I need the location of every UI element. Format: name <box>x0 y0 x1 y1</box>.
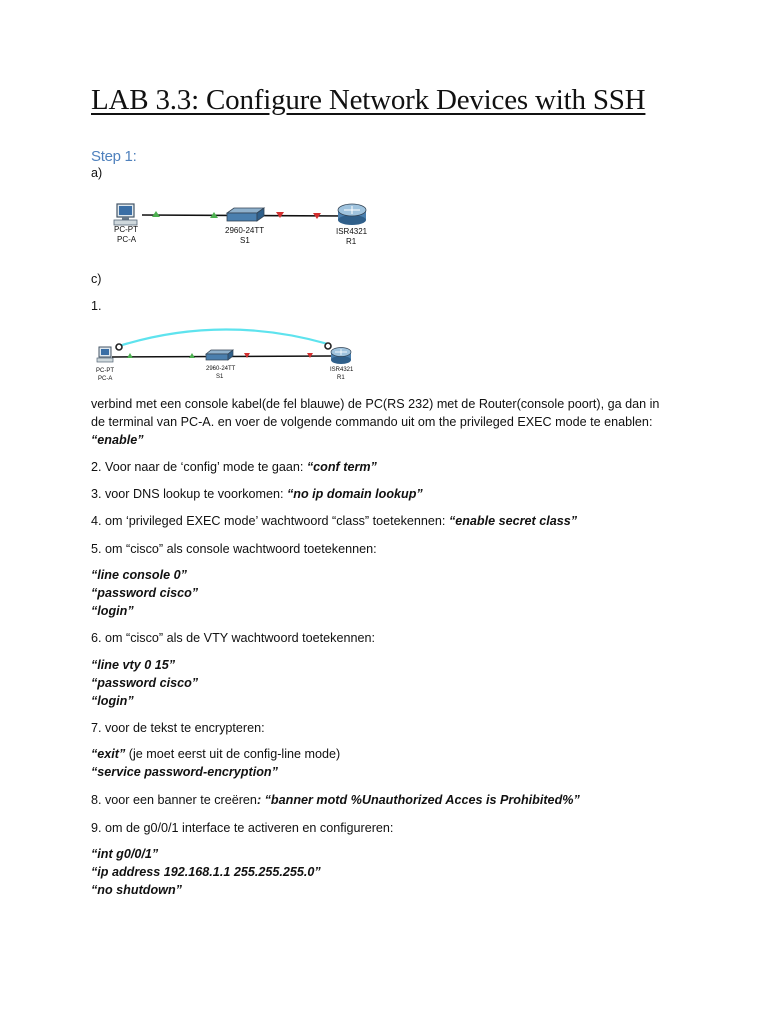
step-item-6-text: 6. om “cisco” als de VTY wachtwoord toetekennen: <box>91 631 375 645</box>
switch-name-label: S1 <box>240 236 250 245</box>
link-down-indicator <box>244 353 250 358</box>
label-c: c) <box>91 272 102 286</box>
router-model-label: ISR4321 <box>336 227 368 236</box>
command-conf-term: “conf term” <box>306 460 377 474</box>
step-item-2-text: 2. Voor naar de ‘config’ mode te gaan: <box>91 460 307 474</box>
switch-model-label: 2960-24TT <box>206 366 236 372</box>
pc-model-label: PC-PT <box>96 368 114 374</box>
network-topology-diagram-2 <box>92 322 362 384</box>
command-password-cisco: “password cisco” <box>91 586 199 600</box>
command-no-shutdown: “no shutdown” <box>91 883 182 897</box>
command-banner-motd: : “banner motd %Unauthorized Acces is Prohibited%” <box>256 793 580 807</box>
instruction-line-1: verbind met een console kabel(de fel blauwe) de PC(RS 232) met de Router(console poort), ga dan in <box>91 397 660 411</box>
command-no-ip-domain-lookup: “no ip domain lookup” <box>287 487 423 501</box>
console-port-pc <box>116 344 122 350</box>
command-int-g0-0-1: “int g0/0/1” <box>91 847 159 861</box>
exit-note: (je moet eerst uit de config-line mode) <box>125 747 341 761</box>
command-line-vty: “line vty 0 15” <box>91 658 175 672</box>
switch-icon <box>206 350 233 360</box>
command-exit: “exit” <box>91 747 126 761</box>
link-up-indicator <box>152 211 160 217</box>
link-up-indicator <box>189 353 195 358</box>
switch-icon <box>227 208 264 221</box>
router-name-label: R1 <box>346 237 357 246</box>
step-item-4 <box>91 513 577 530</box>
command-line-console: “line console 0” <box>91 568 187 582</box>
pc-name-label: PC-A <box>98 376 113 382</box>
instruction-line-2: de terminal van PC-A. en voer de volgende commando uit om the privileged EXEC mode te enablen: <box>91 415 653 429</box>
page-title: LAB 3.3: Configure Network Devices with SSH <box>91 84 646 116</box>
command-ip-address: “ip address 192.168.1.1 255.255.255.0” <box>91 865 321 879</box>
pc-icon <box>97 347 113 362</box>
switch-model-label: 2960-24TT <box>225 226 265 235</box>
step-item-7-exit-line <box>91 746 340 763</box>
router-model-label: ISR4321 <box>330 367 354 373</box>
pc-model-label: PC-PT <box>114 225 138 234</box>
command-login: “login” <box>91 694 134 708</box>
step-item-4-text: 4. om ‘privileged EXEC mode’ wachtwoord “class” toetekennen: <box>91 514 449 528</box>
command-enable-secret: “enable secret class” <box>448 514 578 528</box>
router-icon <box>331 348 351 365</box>
step-item-8-text: 8. voor een banner te creëren <box>91 793 257 807</box>
pc-icon <box>114 204 137 225</box>
label-1: 1. <box>91 299 102 313</box>
step-item-3 <box>91 486 423 503</box>
console-cable <box>119 329 328 346</box>
step-item-9-text: 9. om de g0/0/1 interface te activeren en configureren: <box>91 821 394 835</box>
step-item-3-text: 3. voor DNS lookup te voorkomen: <box>91 487 287 501</box>
step-item-7-text: 7. voor de tekst te encrypteren: <box>91 721 265 735</box>
command-service-password-encryption: “service password-encryption” <box>91 765 278 779</box>
command-enable: “enable” <box>91 433 144 447</box>
step-item-8 <box>91 792 580 809</box>
router-name-label: R1 <box>337 375 345 381</box>
switch-name-label: S1 <box>216 374 224 380</box>
router-icon <box>338 204 366 225</box>
pc-name-label: PC-A <box>117 235 137 244</box>
network-topology-diagram-1 <box>100 196 370 256</box>
label-a: a) <box>91 166 103 180</box>
link-up-indicator <box>127 353 133 358</box>
command-password-cisco: “password cisco” <box>91 676 199 690</box>
step-heading: Step 1: <box>91 148 137 165</box>
console-port-router <box>325 343 331 349</box>
step-item-2 <box>91 459 377 476</box>
step-item-5-text: 5. om “cisco” als console wachtwoord toetekennen: <box>91 542 377 556</box>
command-login: “login” <box>91 604 134 618</box>
